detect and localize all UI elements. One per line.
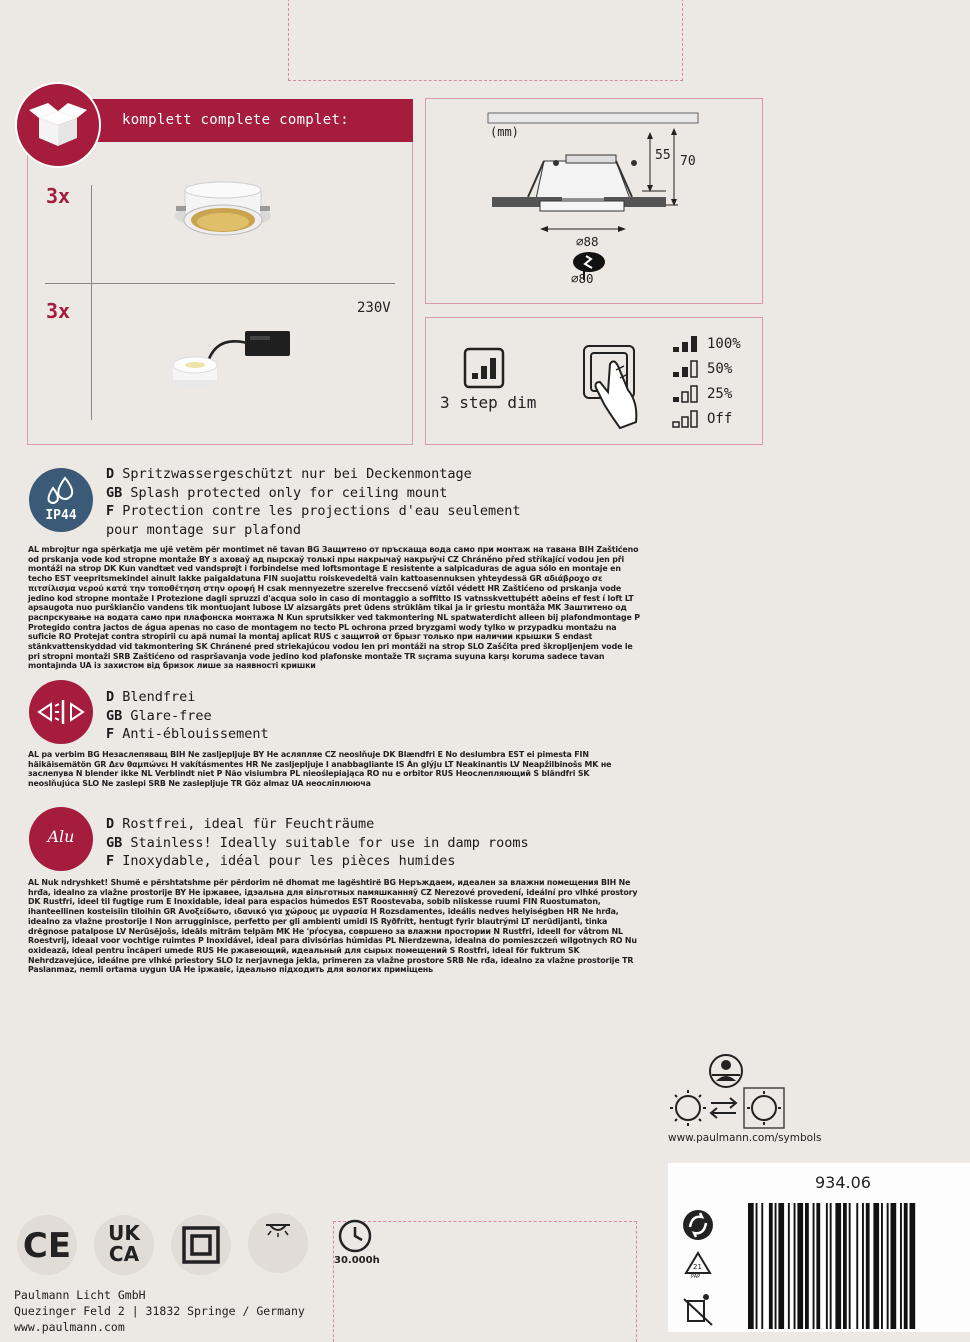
level-bars-icon	[672, 360, 700, 378]
alu-label: Alu	[47, 827, 75, 846]
article-number: 934.06	[815, 1173, 871, 1192]
feature-glare-translations: AL pa verbim BG Незаслепяващ BIH Ne zasljepljuje BY Не асляпляе CZ neoslňuje DK Blændfri E No deslumbra EST ei pimesta FIN häikäisemätön GR Δεν θαμπώνει H vakításmentes HR Ne zasljepljuje I anabbagliante IS Án glýju LT Neakinantis LV Neapžilbinošs MK не заслепува N blender ikke NL Verblindt niet P Não visiumbra PL nieoślepiająca RO nu e orbitor RUS Неослепляющий S bländfri SK neoslňujúca SLO Ne zaslepi SRB Ne zaslepljuje TR Göz almaz UA неосліплююча	[28, 750, 612, 789]
dim-cutout-value: 80	[578, 271, 594, 286]
ceiling-mount-icon	[248, 1213, 308, 1273]
ce-mark-circle	[17, 1215, 77, 1275]
open-box-icon	[15, 82, 101, 168]
dimension-drawing	[426, 99, 762, 304]
dim-level-label: 25%	[707, 386, 733, 402]
barcode-bar	[748, 1203, 754, 1329]
barcode-bar	[769, 1203, 773, 1329]
dim-height-inner: 55	[655, 148, 671, 163]
barcode-bar	[849, 1203, 851, 1329]
feature-glare-text	[106, 688, 626, 744]
protection-class-circle	[171, 1215, 231, 1275]
barcode-bar	[797, 1203, 803, 1329]
person-icon	[710, 1055, 742, 1087]
level-bars-icon	[672, 385, 700, 403]
company-street: Quezinger Feld 2 | 31832 Springe / Germany	[14, 1304, 305, 1318]
feature-line: F Anti-éblouissement	[106, 726, 269, 742]
barcode	[748, 1203, 944, 1329]
barcode-bar	[910, 1203, 916, 1329]
recycle-code: 21	[693, 1263, 702, 1271]
feature-ip44-translations: AL mbrojtur nga spërkatja me ujë vetëm për montimet në tavan BG Защитено от пръскаща вода само при монтаж на тавана BIH Zaštićeno od prskanja vode kod stropne montaže BY з аховаў ад пырскаў толькі пры накрычаў накрыўчі CZ Chráněno před stříkající vodou jen při montáži na strop DK Kun vandtæt ved vandsprøjt i forbindelse med loftsmontage E resistente a salpicaduras de agua sólo en montaje en techo EST veepritsmekindel ainult lakke paigaldatuna FIN suojattu roiskevedeltä vain kattoasennuksen yhteydessä GR αδιάβροχο σε πιτσίλισμα νερού κατά την τοποθέτηση στην οροφή H csak mennyezetre szerelve freccsenő víztől védett HR Zaštićeno od prskanja vode jedino kod stropne montaže I Protezione dagli spruzzi d'acqua solo in caso di montaggio a soffitto IS vatnsskvettuþétt aðeins ef fest í loft LT apsaugota nuo purškiančio vandens tik montuojant lubose LV aizsargāts pret ūdens strūklām tikai ja ir griestu montāža MK Заштитено од распрскување на водата само при плафонска монтажа N Kun sprutsikker ved takmontering NL spatwaterdicht alleen bij plafondmontage P Protegido contra jactos de água apenas no caso de montagem no tecto PL ochrona przed bryzgami wody tylko w przypadku montażu na suficie RO Protejat contra stropirii cu apă numai la montaj aplicat RUS с защитой от брызг только при наличии крышки S endast stänkvattenskyddad vid takmontering SK Chránené pred striekajúcou vodou len pri montáži na strop SLO Zaščita pred škropljenjem vode le pri stropni montaži SRB Zaštićeno od raspršavanja vode jedino kod plafonske montaže TR sıçrama suyuna karşı koruma sadece tavan montajında UA із захистом від бризок лише за наявності кришки	[28, 545, 640, 671]
barcode-bar	[881, 1203, 883, 1329]
top-dashed-placeholder	[288, 0, 683, 81]
feature-line: D Spritzwassergeschützt nur bei Deckenmontage	[106, 466, 472, 482]
barcode-bar	[830, 1203, 832, 1329]
box-icon-circle	[15, 82, 101, 168]
alu-badge	[29, 807, 93, 871]
dim-signal-icon	[463, 347, 505, 389]
green-dot-icon	[683, 1210, 713, 1240]
barcode-bar	[826, 1203, 828, 1329]
barcode-bar	[816, 1203, 820, 1329]
feature-line: F Protection contre les projections d'eau seulement	[106, 503, 521, 519]
glare-free-badge	[29, 680, 93, 744]
barcode-bar	[887, 1203, 889, 1329]
bottom-dashed-placeholder	[333, 1221, 637, 1342]
company-web: www.paulmann.com	[14, 1320, 125, 1334]
downlight-image	[168, 176, 278, 242]
barcode-bar	[904, 1203, 908, 1329]
ip44-label: IP44	[45, 508, 77, 523]
recycle-sub: PAP	[691, 1274, 701, 1280]
contents-hline	[45, 283, 395, 284]
barcode-bar	[873, 1203, 879, 1329]
barcode-bar	[794, 1203, 796, 1329]
company-address	[14, 1287, 305, 1335]
barcode-bar	[856, 1203, 858, 1329]
barcode-bar	[813, 1203, 815, 1329]
ip44-badge	[29, 468, 93, 532]
contents-vline	[91, 185, 92, 420]
feature-line: GB Glare-free	[106, 707, 212, 724]
dim-cutout: ⌀80	[571, 271, 594, 286]
level-bars-icon	[672, 410, 700, 428]
led-module-driver-image	[165, 325, 295, 400]
item1-qty: 3x	[46, 184, 71, 208]
ukca-mark-circle	[94, 1215, 154, 1275]
double-insulation-icon	[171, 1215, 231, 1275]
dim-label: 3 step dim	[440, 393, 537, 412]
dim-unit: (mm)	[490, 125, 519, 139]
dim-diameter: ⌀88	[576, 234, 599, 249]
barcode-bar	[756, 1203, 758, 1329]
dim-level-label: 50%	[707, 361, 733, 377]
barcode-bar	[866, 1203, 870, 1329]
feature-line: pour montage sur plafond	[106, 521, 302, 538]
barcode-bar	[805, 1203, 809, 1329]
sun-icon	[676, 1096, 700, 1120]
feature-line: D Rostfrei, ideal für Feuchträume	[106, 816, 375, 832]
dim-height-outer: 70	[680, 154, 696, 169]
ce-mark: CE	[22, 1226, 72, 1266]
barcode-bar	[775, 1203, 777, 1329]
barcode-bar	[900, 1203, 902, 1329]
barcode-bar	[862, 1203, 864, 1329]
barcode-bar	[843, 1203, 847, 1329]
feature-line: GB Stainless! Ideally suitable for use in damp rooms	[106, 834, 529, 851]
barcode-bar	[891, 1203, 897, 1329]
clock-icon	[334, 1218, 376, 1258]
ukca-mark: UK CA	[108, 1221, 140, 1266]
barcode-bar	[788, 1203, 790, 1329]
dim-level-label: Off	[707, 411, 733, 427]
glare-free-icon	[29, 680, 93, 744]
item2-qty: 3x	[46, 299, 71, 323]
contents-title-bar	[60, 99, 413, 142]
contents-title: komplett complete complet:	[122, 112, 349, 128]
feature-ip44-text	[106, 465, 626, 539]
swap-arrows-icon	[711, 1098, 736, 1118]
dim-level-label: 100%	[707, 336, 741, 352]
feature-line: GB Splash protected only for ceiling mount	[106, 484, 448, 501]
company-name: Paulmann Licht GmbH	[14, 1288, 146, 1302]
level-bars-icon	[672, 335, 700, 353]
feature-alu-text	[106, 815, 646, 871]
barcode-bar	[778, 1203, 784, 1329]
voltage-label: 230V	[357, 300, 391, 316]
wall-switch-hand-icon	[580, 344, 650, 430]
feature-line: D Blendfrei	[106, 689, 196, 705]
barcode-bar	[761, 1203, 763, 1329]
symbols-group	[666, 1053, 796, 1133]
lifetime-label: 30.000h	[334, 1255, 380, 1266]
feature-line: F Inoxydable, idéal pour les pièces humides	[106, 853, 456, 869]
symbols-url: www.paulmann.com/symbols	[668, 1132, 822, 1144]
ceiling-mount-circle	[248, 1213, 308, 1273]
feature-alu-translations: AL Nuk ndryshket! Shumë e përshtatshme për përdorim në dhomat me lagështirë BG Неръждаем, идеален за влажни помещения BIH Ne hrđa, idealno za vlažne prostorije BY Не іржавее, ідэальна для вільготных памяшканняў CZ Nerezové provedení, ideální pro vlhké prostory DK Rustfri, ideel til fugtige rum E Inoxidable, ideal para espacios húmedos EST Roostevaba, sobib niiskesse ruumi FIN Ruostumaton, ihanteellinen kosteisiin tiloihin GR Ανοξείδωτο, ιδανικό για χώρους με υγρασία H Rozsdamentes, ideális nedves helyiségben HR Ne hrđa, idealno za vlažne prostorije I Non arrugginisce, perfetto per gli ambienti umidi IS Ryðfrítt, hentugt fyrir blautrými LT nerūdijanti, tinka drėgnose patalpose LV Nerūsējošs, ideāls mitrām telpām MK Не 'рѓосува, совршено за влажни простории N Rustfri, ideell for våtrom NL Roestvrij, ideaal voor vochtige ruimtes P Inoxidável, ideal para divisórias húmidas PL Nierdzewna, idealna do pomieszczeń wilgotnych RO Nu oxidează, ideal pentru încăperi umede RUS Не ржавеющий, идеальный для сырых помещений S Rostfri, ideal för fuktrum SK Nehrdzavejúce, ideálne pre vlhké priestory SLO Iz nerjavnega jekla, primeren za vlažne prostore SRB Ne rđa, idealno za vlažne prostorije TR Paslanmaz, nemli ortama uygun UA Не іржавіє, ідеально підходить для вологих приміщень	[28, 878, 638, 975]
barcode-bar	[835, 1203, 841, 1329]
